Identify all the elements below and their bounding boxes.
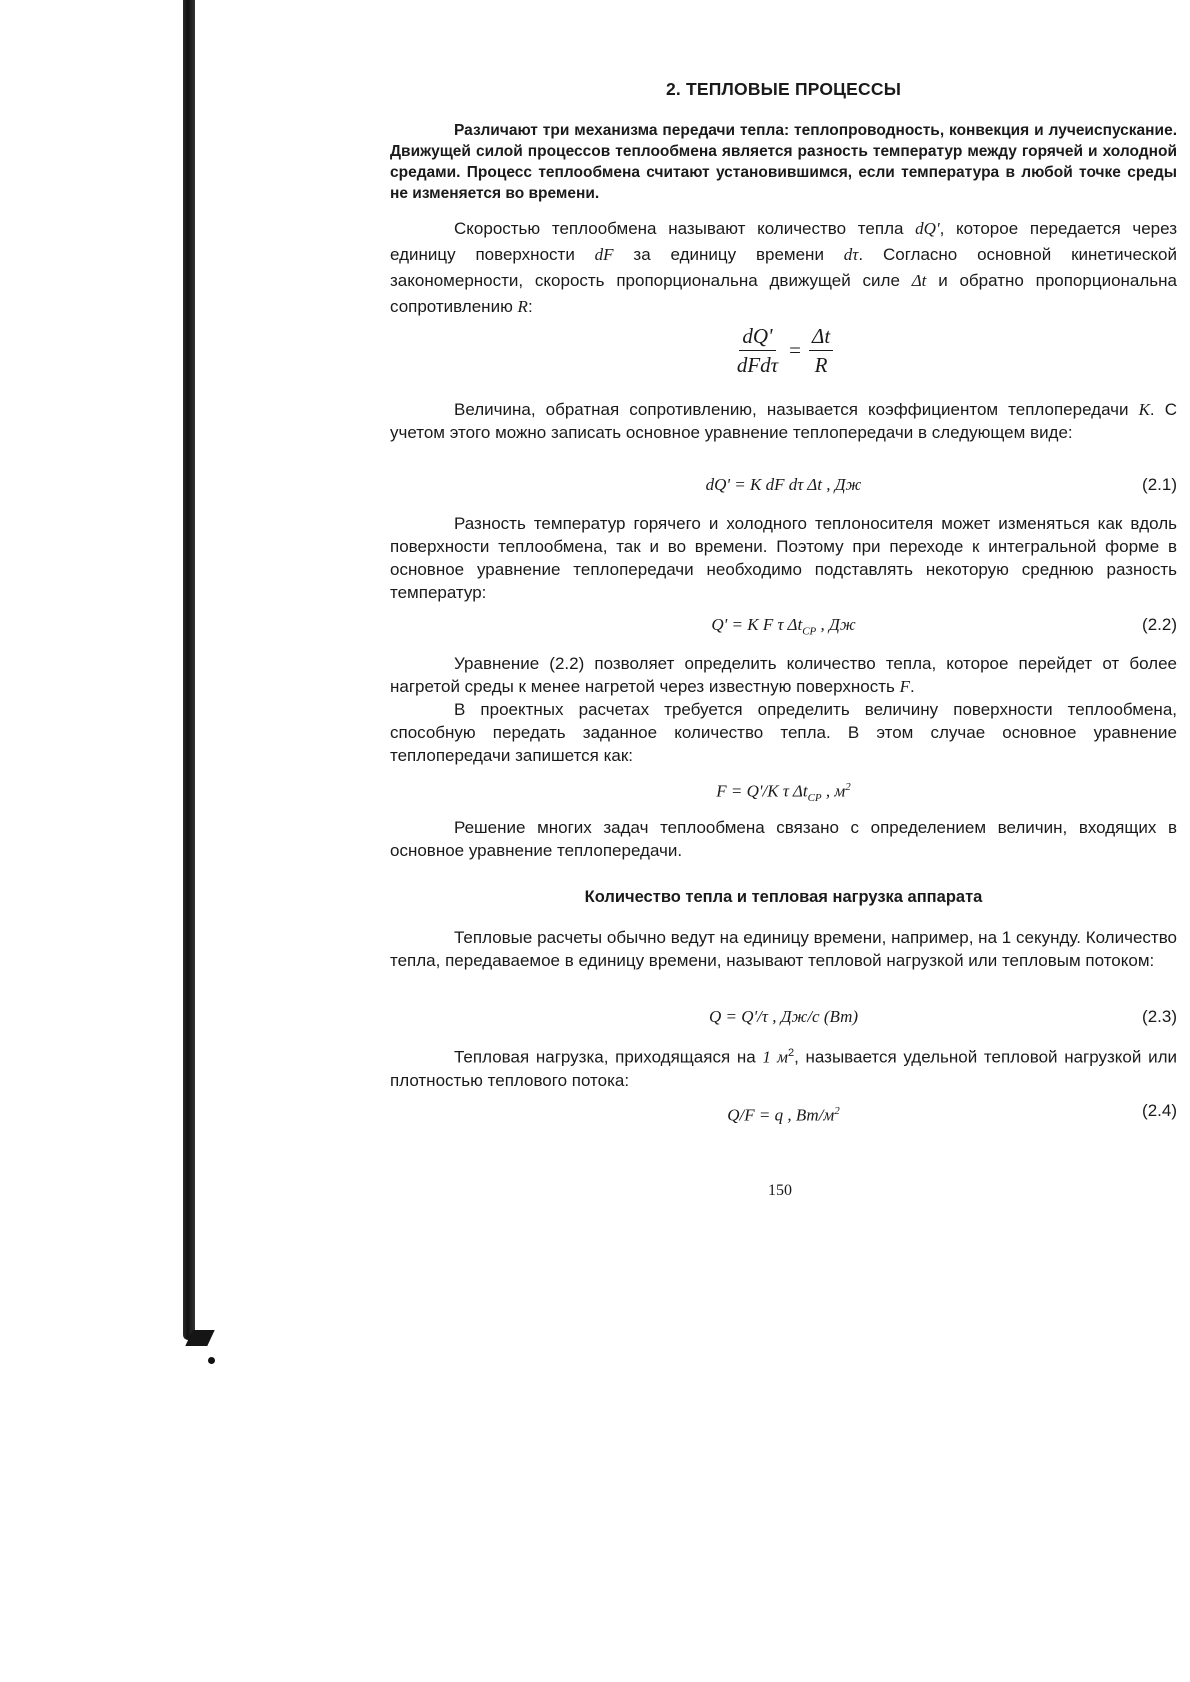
- paragraph-problem-solving: Решение многих задач теплообмена связано с определением величин, входящих в основное уравнение теплопередачи.: [390, 818, 1177, 860]
- subsection-heading: Количество тепла и тепловая нагрузка аппарата: [584, 888, 983, 906]
- equation-2-4: [390, 1098, 1177, 1124]
- scan-binding-mark: [208, 1357, 215, 1364]
- paragraph-temperature-difference: Разность температур горячего и холодного теплоносителя может изменяться как вдоль поверхности теплообмена, так и во времени. Поэтому при переходе к интегральной форме в основное уравнение теплопередачи необходимо подставлять некоторую среднюю разность температур:: [390, 514, 1177, 602]
- scan-binding-edge: [183, 0, 195, 1340]
- fraction-right-numerator: Δt: [809, 322, 833, 351]
- equation-2-1-body: dQ' = K dF dτ Δt , Дж: [705, 475, 862, 494]
- math-one-square-meter: 1 м: [762, 1047, 788, 1067]
- equation-2-2-unit: , Дж: [816, 615, 856, 634]
- paragraph-heat-load: Тепловые расчеты обычно ведут на единицу времени, например, на 1 секунду. Количество тепла, передаваемое в единицу времени, называют тепловой нагрузкой или тепловым потоком:: [390, 928, 1177, 970]
- math-df: dF: [594, 245, 614, 264]
- math-dq: dQ': [915, 219, 940, 238]
- paragraph-heat-rate: Скоростью теплообмена называют количество тепла dQ', которое передается через единицу поверхности dF за единицу времени dτ. Согласно основной кинетической закономерности, скорость пропорциональна движущей силе Δt и обратно пропорциональна сопротивлению R:: [390, 219, 1178, 316]
- fraction-equals: =: [789, 338, 801, 362]
- paragraph-transfer-coefficient: Величина, обратная сопротивлению, называется коэффициентом теплопередачи K. С учетом этого можно записать основное уравнение теплопередачи в следующем виде:: [390, 400, 1177, 442]
- math-delta-t: Δt: [911, 271, 927, 290]
- equation-2-4-number: (2.4): [1142, 1101, 1177, 1120]
- paragraph-specific-load: Тепловая нагрузка, приходящаяся на 1 $м^2$, называется удельной тепловой нагрузкой или плотностью теплового потока:: [390, 1047, 1177, 1090]
- equation-2-2-body: Q' = K F τ Δt: [711, 615, 803, 634]
- equation-2-4-body: Q/F = q , Вт/м: [727, 1105, 835, 1125]
- equation-2-3-body: Q = Q'/τ , Дж/с (Вт): [708, 1007, 859, 1026]
- fraction-left-denominator: dFdτ: [736, 353, 779, 377]
- math-one-square-meter-superscript: 2: [787, 1047, 795, 1059]
- equation-2-2: [390, 612, 1177, 638]
- kinetic-equation: [390, 322, 1177, 386]
- section-title: 2. ТЕПЛОВЫЕ ПРОЦЕССЫ: [665, 79, 902, 99]
- equation-surface-area-body: F = Q'/K τ Δt: [716, 781, 808, 801]
- paragraph-design-calculations: В проектных расчетах требуется определить величину поверхности теплообмена, способную передать заданное количество тепла. В этом случае основное уравнение теплопередачи запишется как:: [390, 700, 1177, 765]
- equation-2-4-superscript: 2: [834, 1105, 840, 1117]
- math-dtau: dτ: [843, 245, 859, 264]
- equation-surface-area-superscript: 2: [845, 781, 851, 793]
- equation-2-1: [390, 472, 1177, 498]
- page-number: 150: [768, 1182, 792, 1199]
- equation-2-3: [390, 1004, 1177, 1030]
- equation-2-2-number: (2.2): [1142, 615, 1177, 634]
- equation-2-2-subscript: СР: [802, 625, 817, 638]
- fraction-right-denominator: R: [814, 353, 828, 377]
- equation-surface-area: [390, 774, 1177, 805]
- equation-surface-area-unit: , м: [821, 781, 846, 801]
- math-r: R: [517, 297, 528, 316]
- math-f: F: [899, 677, 910, 696]
- equation-surface-area-subscript: СР: [807, 792, 822, 805]
- fraction-left-numerator: dQ': [739, 322, 775, 351]
- math-k: K: [1138, 400, 1150, 419]
- lead-paragraph: Различают три механизма передачи тепла: теплопроводность, конвекция и лучеиспускание. Движущей силой процессов теплообмена является разность температур между горячей и холодной средами. Процесс теплообмена считают установившимся, если температура в любой точке среды не изменяется во времени.: [390, 122, 1177, 202]
- equation-2-3-number: (2.3): [1142, 1007, 1177, 1026]
- equation-2-1-number: (2.1): [1142, 475, 1177, 494]
- paragraph-equation-usage: Уравнение (2.2) позволяет определить количество тепла, которое перейдет от более нагретой среды к менее нагретой через известную поверхность F.: [390, 654, 1177, 696]
